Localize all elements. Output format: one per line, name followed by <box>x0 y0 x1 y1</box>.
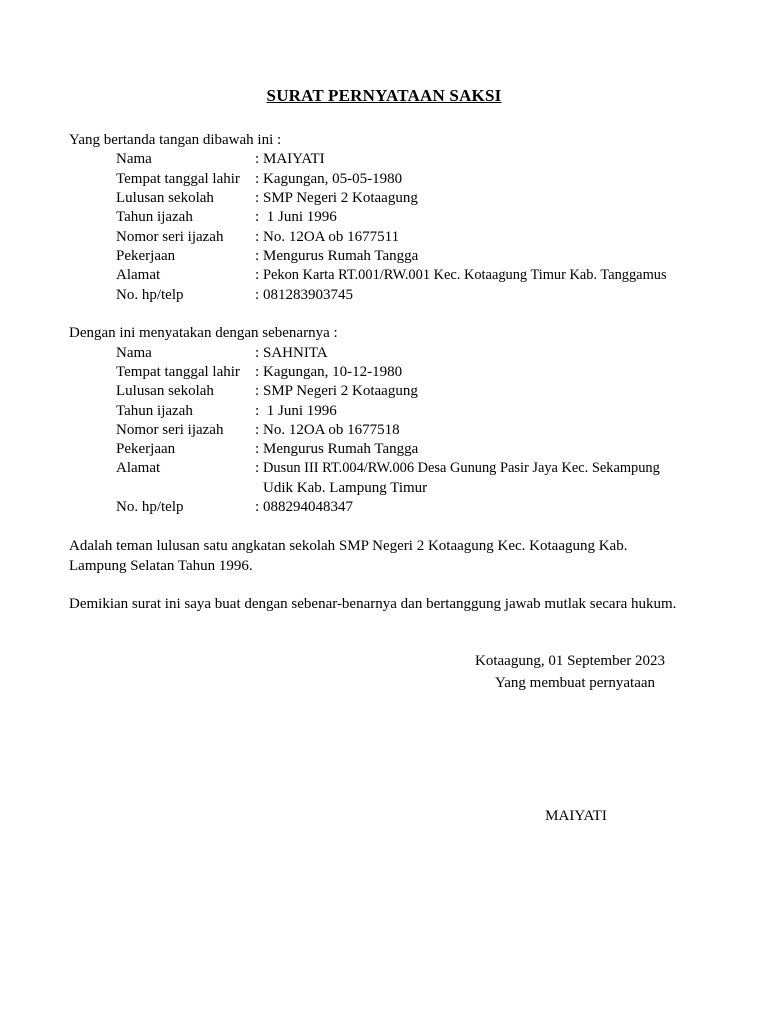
field-label: Nama <box>116 151 152 167</box>
field-colon: : <box>255 460 260 476</box>
field-colon: : <box>255 364 260 380</box>
field-label: No. hp/telp <box>116 499 184 515</box>
field-colon: : <box>255 403 260 419</box>
field-value: Pekon Karta RT.001/RW.001 Kec. Kotaagung Timur Kab. Tanggamus <box>263 267 667 283</box>
document-title: SURAT PERNYATAAN SAKSI <box>266 86 502 105</box>
signer-role: Yang membuat pernyataan <box>494 675 656 691</box>
intro-second-person: Dengan ini menyatakan dengan sebenarnya : <box>69 325 338 341</box>
field-label: Tahun ijazah <box>116 209 193 225</box>
field-colon: : <box>255 229 260 245</box>
field-colon: : <box>255 171 260 187</box>
field-label: Nomor seri ijazah <box>116 229 224 245</box>
field-value: Mengurus Rumah Tangga <box>263 248 419 264</box>
field-value: 1 Juni 1996 <box>263 209 337 225</box>
field-colon: : <box>255 345 260 361</box>
field-colon: : <box>255 383 260 399</box>
field-colon: : <box>255 499 260 515</box>
closing-paragraph: Demikian surat ini saya buat dengan sebenar-benarnya dan bertanggung jawab mutlak secara hukum. <box>69 596 677 612</box>
field-label: Nama <box>116 345 152 361</box>
field-value: Udik Kab. Lampung Timur <box>263 480 428 496</box>
field-label: Pekerjaan <box>116 441 176 457</box>
field-colon: : <box>255 267 260 283</box>
field-value: Dusun III RT.004/RW.006 Desa Gunung Pasir Jaya Kec. Sekampung <box>263 460 660 476</box>
field-label: Alamat <box>116 267 161 283</box>
field-colon: : <box>255 287 260 303</box>
field-value: 081283903745 <box>263 287 353 303</box>
field-label: Nomor seri ijazah <box>116 422 224 438</box>
field-label: No. hp/telp <box>116 287 184 303</box>
field-value: 088294048347 <box>263 499 353 515</box>
field-value: MAIYATI <box>263 151 325 167</box>
field-label: Alamat <box>116 460 161 476</box>
statement-paragraph: Adalah teman lulusan satu angkatan sekolah SMP Negeri 2 Kotaagung Kec. Kotaagung Kab. Lampung Selatan Tahun 1996. <box>69 538 628 574</box>
field-label: Pekerjaan <box>116 248 176 264</box>
field-label: Tempat tanggal lahir <box>116 364 240 380</box>
field-label: Lulusan sekolah <box>116 190 214 206</box>
field-value: No. 12OA ob 1677518 <box>263 422 400 438</box>
field-value: Mengurus Rumah Tangga <box>263 441 419 457</box>
place-date: Kotaagung, 01 September 2023 <box>475 653 665 669</box>
field-colon: : <box>255 209 260 225</box>
field-colon: : <box>255 422 260 438</box>
field-label: Tahun ijazah <box>116 403 193 419</box>
field-value: Kagungan, 10-12-1980 <box>263 364 403 380</box>
field-value: SMP Negeri 2 Kotaagung <box>263 383 418 399</box>
field-value: SAHNITA <box>263 345 328 361</box>
field-colon: : <box>255 441 260 457</box>
field-colon: : <box>255 248 260 264</box>
field-value: SMP Negeri 2 Kotaagung <box>263 190 418 206</box>
field-label: Tempat tanggal lahir <box>116 171 240 187</box>
field-colon: : <box>255 151 260 167</box>
signer-name: MAIYATI <box>545 808 607 824</box>
field-label: Lulusan sekolah <box>116 383 214 399</box>
field-value: 1 Juni 1996 <box>263 403 337 419</box>
intro-first-person: Yang bertanda tangan dibawah ini : <box>69 132 282 148</box>
field-value: No. 12OA ob 1677511 <box>263 229 400 245</box>
field-value: Kagungan, 05-05-1980 <box>263 171 403 187</box>
field-colon: : <box>255 190 260 206</box>
